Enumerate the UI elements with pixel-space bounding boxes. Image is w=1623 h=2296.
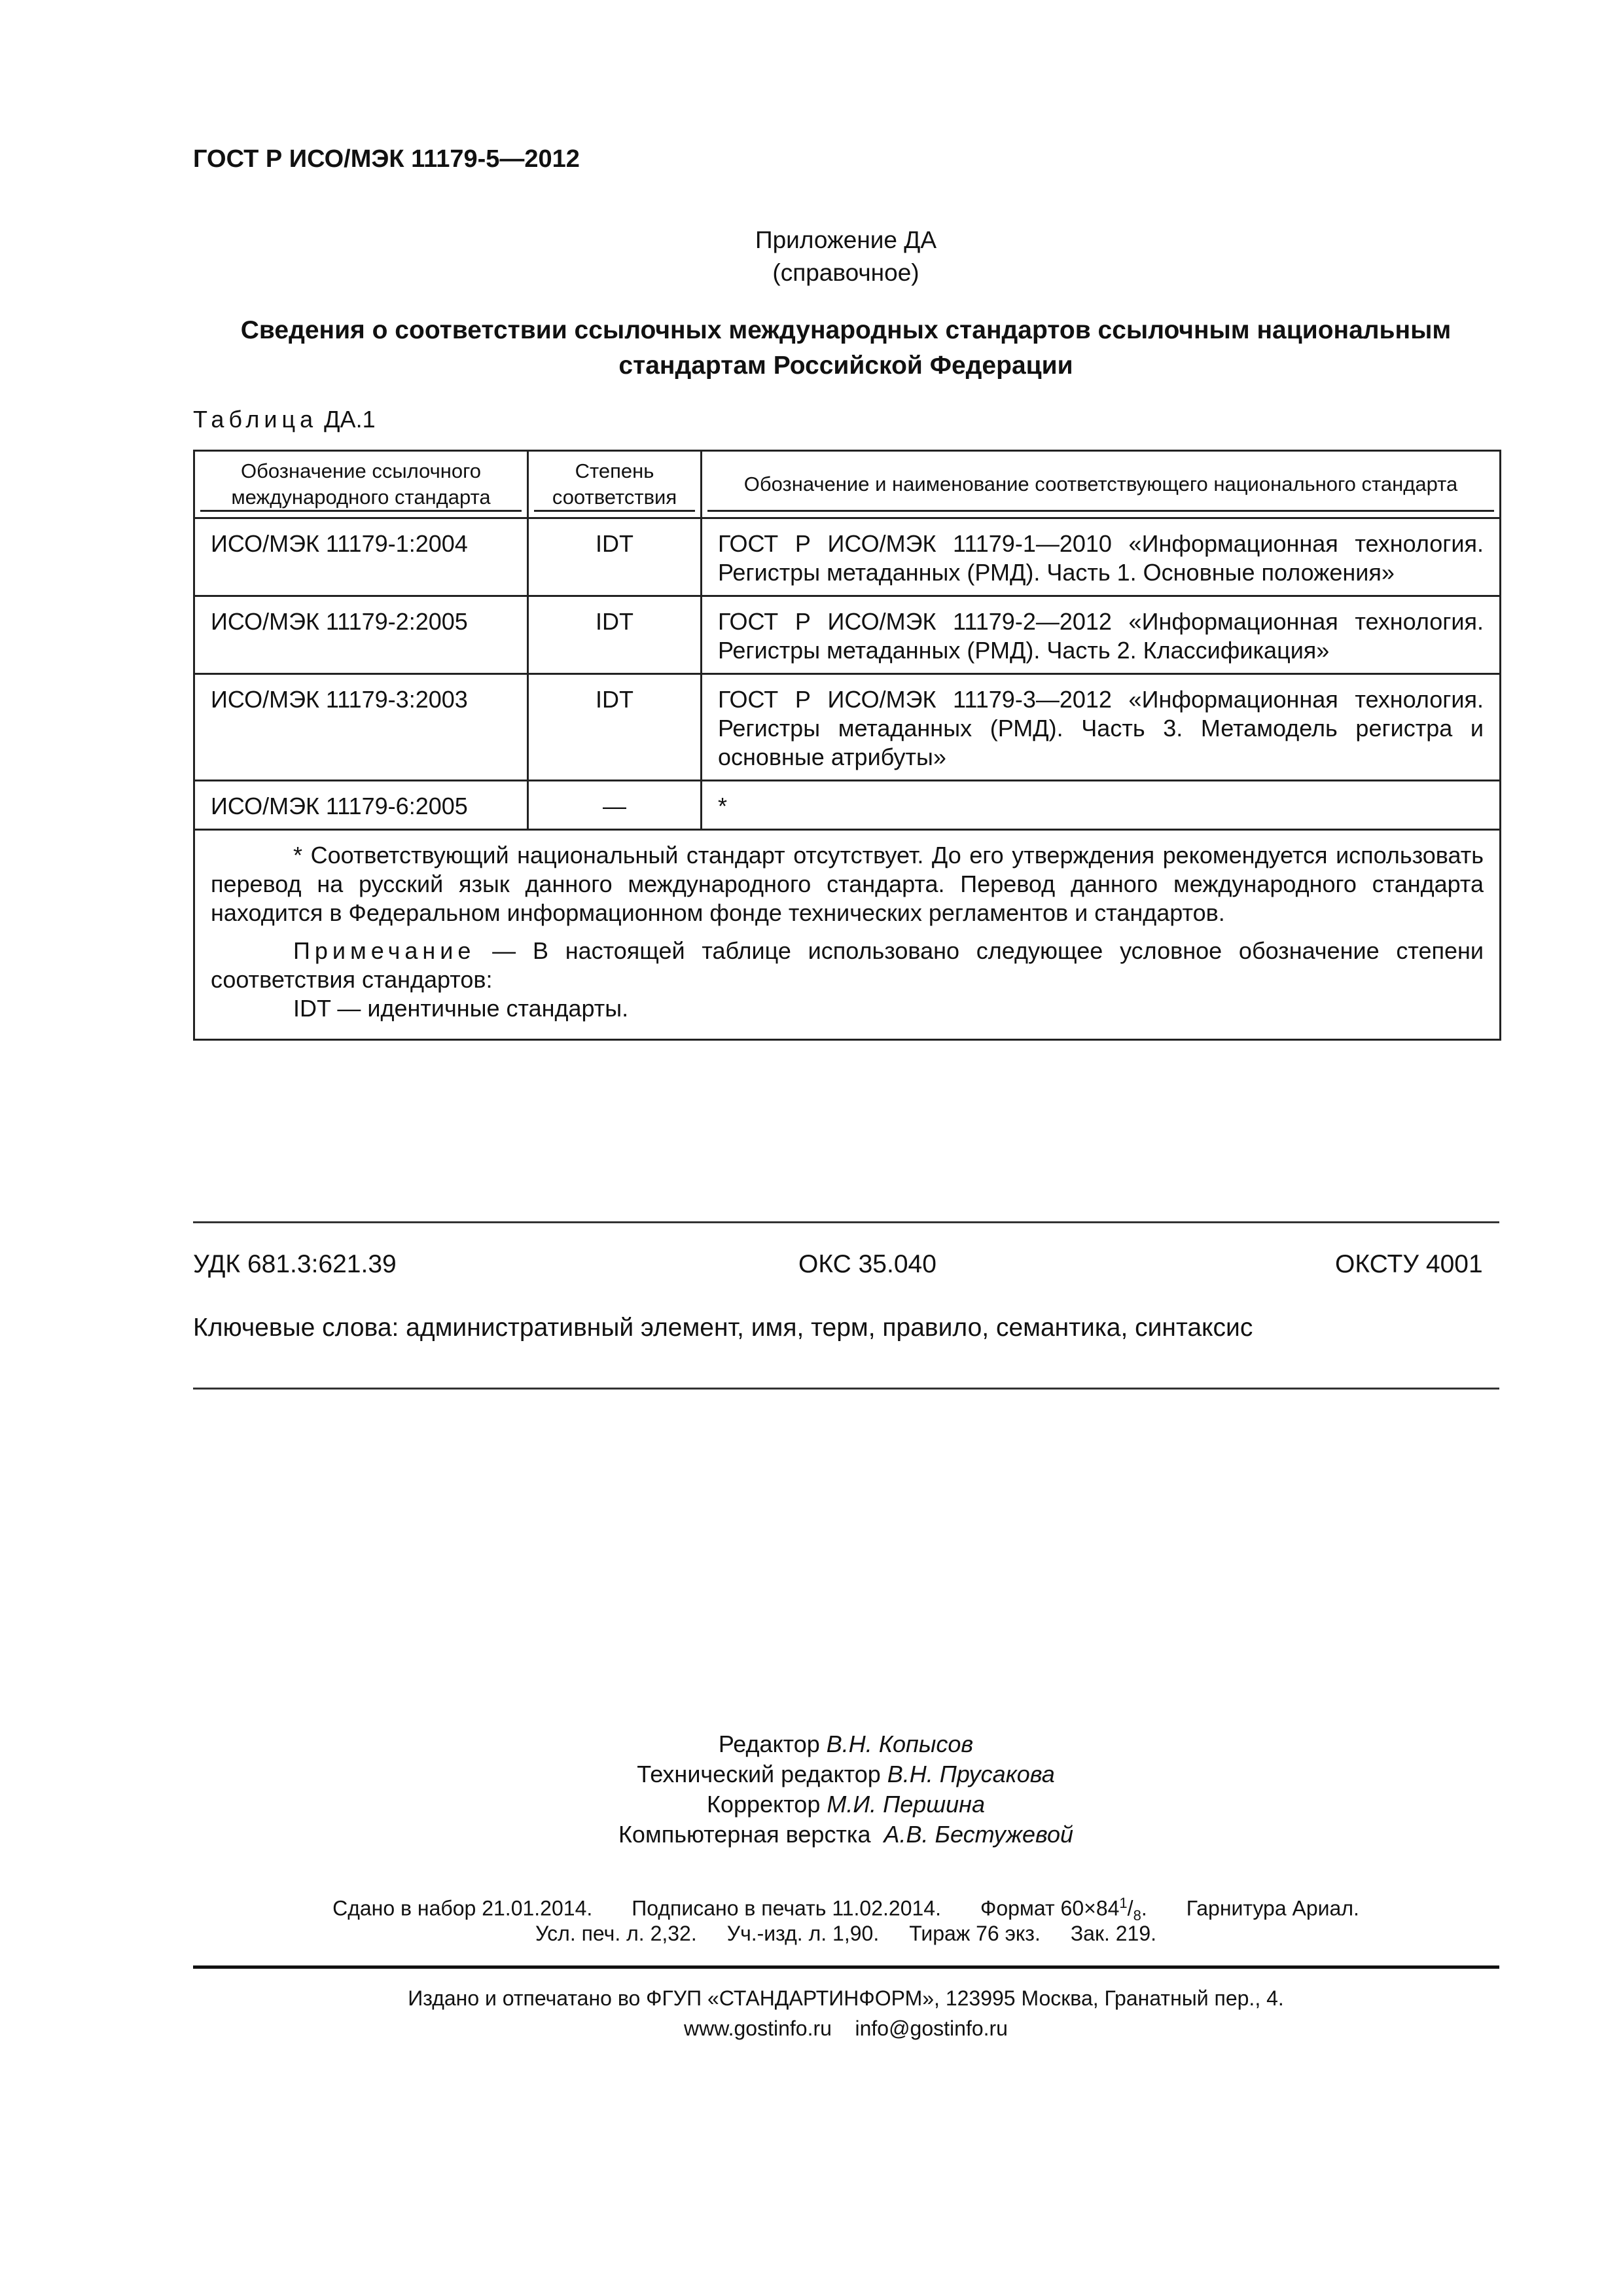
publisher-line: Издано и отпечатано во ФГУП «СТАНДАРТИНФОРМ», 123995 Москва, Гранатный пер., 4. [408,1986,1284,2010]
annex-heading [193,313,1499,384]
cell-degree: IDT [528,518,702,596]
cell-intl: ИСО/МЭК 11179-1:2004 [194,518,528,596]
annex-title: Приложение ДА [755,226,937,253]
correspondence-table [193,450,1501,1041]
note-text: — В настоящей таблице использовано следующее условное обозначение степени соответствия стандартов: [211,937,1484,993]
cell-national: ГОСТ Р ИСО/МЭК 11179-2—2012 «Информационная технология. Регистры метаданных (РМД). Часть 2. Классификация» [702,596,1501,674]
publisher-contacts [0,2013,1623,2043]
annex-heading-line2: стандартам Российской Федерации [618,351,1073,380]
table-footer-row [194,830,1501,1040]
divider [193,1221,1499,1223]
keywords: Ключевые слова: административный элемент, имя, терм, правило, семантика, синтаксис [193,1314,1253,1342]
column-header-intl: Обозначение ссылочного международного стандарта [194,451,528,518]
publisher-email[interactable]: info@gostinfo.ru [855,2017,1008,2040]
okstu-code: ОКСТУ 4001 [1335,1250,1483,1278]
table-footer [194,830,1501,1040]
cell-intl: ИСО/МЭК 11179-6:2005 [194,781,528,830]
cell-degree: — [528,781,702,830]
cell-national: * [702,781,1501,830]
table-row [194,596,1501,674]
document-id: ГОСТ Р ИСО/МЭК 11179-5—2012 [193,145,580,173]
divider [193,1388,1499,1390]
table-note [211,937,1484,994]
table-row [194,674,1501,781]
publisher-website[interactable]: www.gostinfo.ru [684,2017,832,2040]
table-caption-word: Таблица [193,406,318,433]
table-row [194,781,1501,830]
credit-layout: Компьютерная верстка А.В. Бестужевой [618,1821,1074,1848]
cell-national: ГОСТ Р ИСО/МЭК 11179-1—2010 «Информационная технология. Регистры метаданных (РМД). Часть 1. Основные положения» [702,518,1501,596]
note-label: Примечание [293,937,476,964]
oks-code: ОКС 35.040 [798,1250,936,1278]
table-row [194,518,1501,596]
table-header-row [194,451,1501,518]
note-item: IDT — идентичные стандарты. [293,995,629,1022]
cell-national: ГОСТ Р ИСО/МЭК 11179-3—2012 «Информационная технология. Регистры метаданных (РМД). Часть 3. Метамодель регистра и основные атрибуты» [702,674,1501,781]
cell-intl: ИСО/МЭК 11179-3:2003 [194,674,528,781]
column-header-national: Обозначение и наименование соответствующего национального стандарта [702,451,1501,518]
cell-intl: ИСО/МЭК 11179-2:2005 [194,596,528,674]
table-caption-number: ДА.1 [324,406,376,433]
annex-heading-line1: Сведения о соответствии ссылочных международных стандартов ссылочным национальным [240,316,1452,344]
credit-tech-editor: Технический редактор В.Н. Прусакова [637,1761,1055,1787]
publication-info-line2: Усл. печ. л. 2,32. Уч.-изд. л. 1,90. Тираж 76 экз. Зак. 219. [535,1922,1157,1945]
divider [193,1965,1499,1969]
cell-degree: IDT [528,674,702,781]
publication-info-line1: Сдано в набор 21.01.2014. Подписано в печать 11.02.2014. Формат $60\times 84^1/_8$. Гарнитура Ариал. [332,1895,1359,1924]
table-caption [193,406,376,433]
udk-code: УДК 681.3:621.39 [193,1250,397,1278]
table-footnote: * Соответствующий национальный стандарт отсутствует. До его утверждения рекомендуется использовать перевод на русский язык данного международного стандарта. Перевод данного международного стандарта находится в Федеральном информационном фонде технических регламентов и стандартов. [211,842,1484,926]
credit-editor: Редактор В.Н. Копысов [718,1731,974,1757]
column-header-degree: Степень соответствия [528,451,702,518]
credit-corrector: Корректор М.И. Першина [707,1791,985,1818]
annex-subtitle: (справочное) [772,259,919,286]
cell-degree: IDT [528,596,702,674]
